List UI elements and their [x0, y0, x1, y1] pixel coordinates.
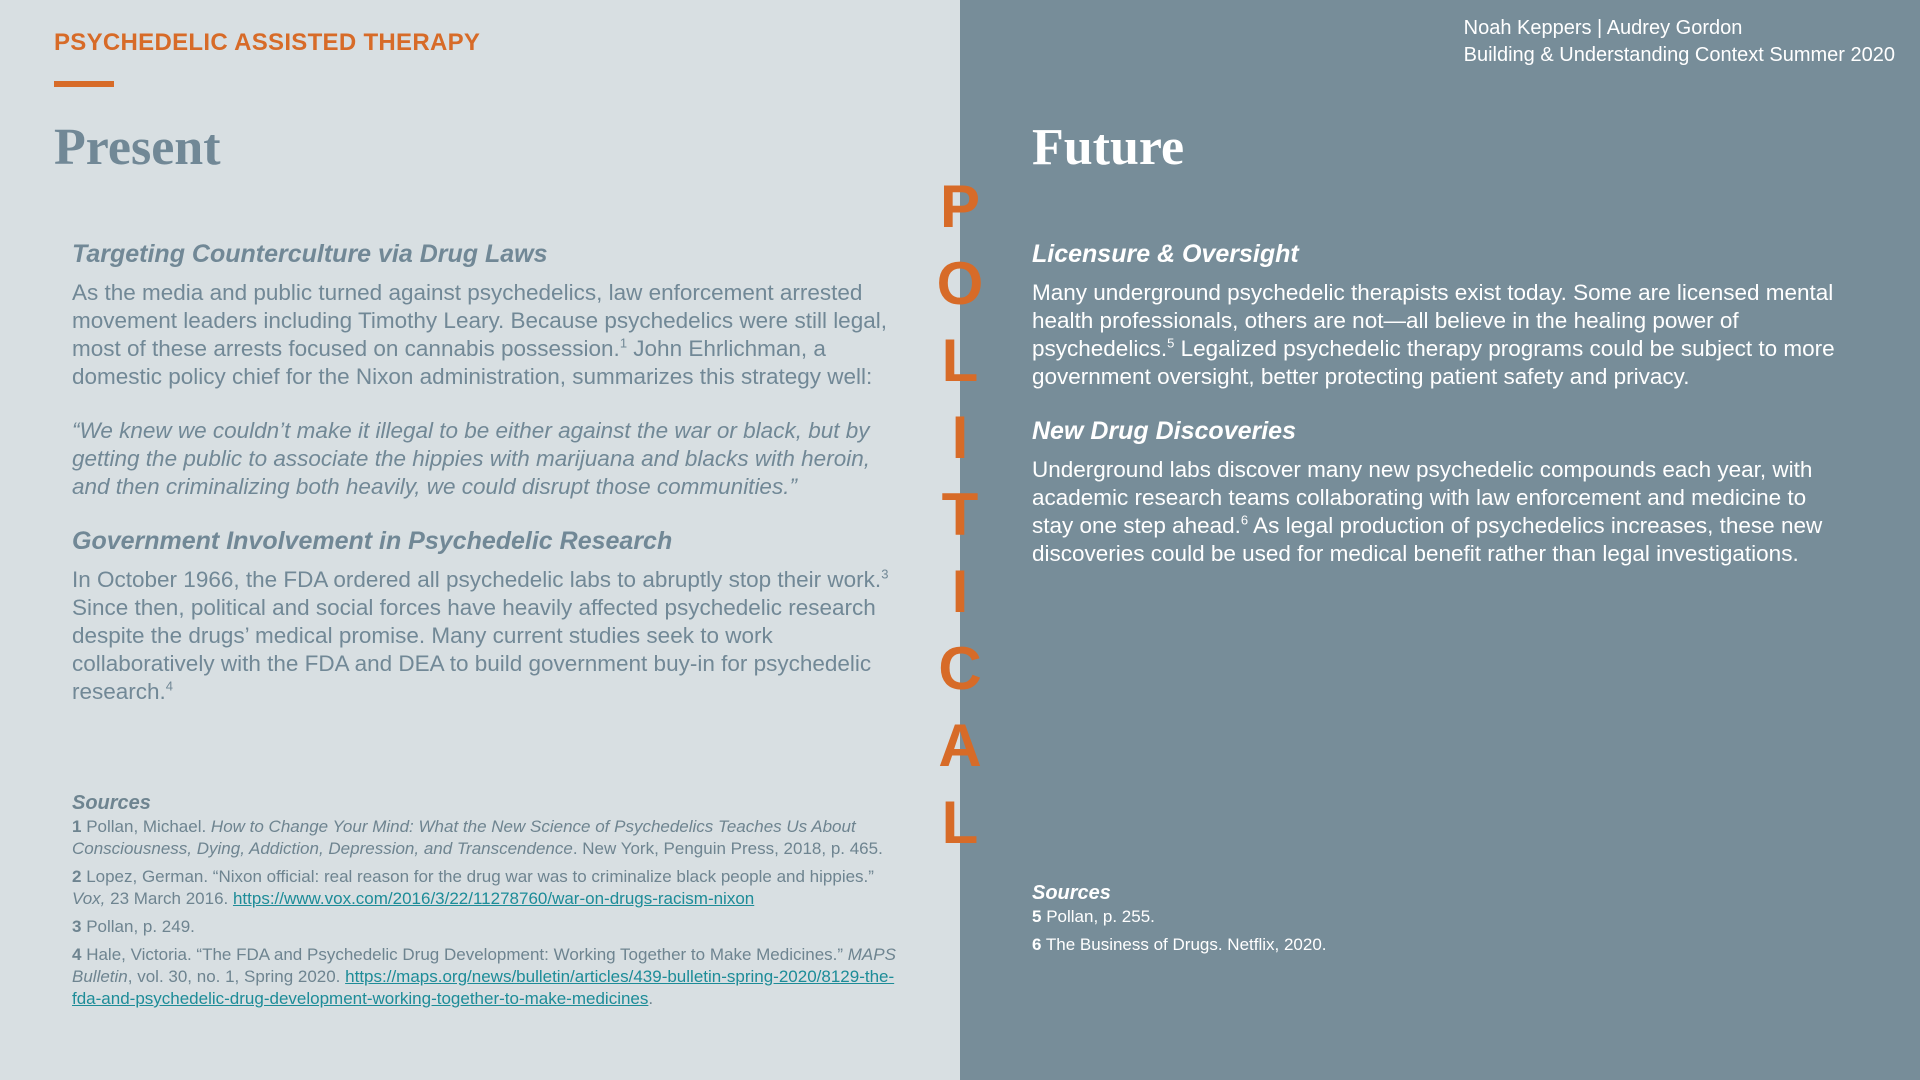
vertical-theme-word [900, 168, 1020, 861]
theme-letter: I [951, 558, 969, 625]
source-text: Pollan, p. 249. [81, 917, 195, 936]
footnote-ref: 5 [1167, 335, 1175, 351]
source-text: Lopez, German. “Nixon official: real reason for the drug war was to criminalize black people and hippies.” [81, 867, 874, 886]
present-heading: Present [54, 119, 221, 176]
author-credits [1464, 15, 1895, 69]
source-entry [72, 916, 902, 938]
source-link[interactable]: https://maps.org/news/bulletin/articles/439-bulletin-spring-2020/8129-the-fda-and-psychedelic-drug-development-working-together-to-make-medicines [72, 967, 895, 1008]
title-accent-rule [54, 81, 114, 87]
theme-letter: L [941, 789, 979, 856]
theme-letter: O [936, 250, 984, 317]
section-title: New Drug Discoveries [1032, 417, 1296, 445]
source-entry [1032, 934, 1732, 956]
source-text: Pollan, Michael. [81, 817, 211, 836]
body-text: As the media and public turned against psychedelics, law enforcement arrested movement leaders including Timothy Leary. Because psychedelics were still legal, most of these arrests focused on cannabis possession. [72, 280, 887, 361]
source-text: Pollan, p. 255. [1041, 907, 1155, 926]
body-text: Many underground psychedelic therapists exist today. Some are licensed mental health professionals, others are not—all believe in the healing power of psychedelics. [1032, 280, 1834, 361]
theme-letter: T [941, 481, 979, 548]
source-entry [72, 816, 902, 860]
future-column [1032, 240, 1842, 594]
source-entry [72, 866, 902, 910]
section-body [1032, 456, 1842, 568]
source-title-italic: How to Change Your Mind: What the New Science of Psychedelics Teaches Us About Consciousness, Dying, Addiction, Depression, and Transcendence [72, 817, 856, 858]
source-link[interactable]: https://www.vox.com/2016/3/22/11278760/war-on-drugs-racism-nixon [232, 889, 755, 908]
source-text: The Business of Drugs. Netflix, 2020. [1041, 935, 1327, 954]
body-text-continued: Since then, political and social forces have heavily affected psychedelic research despite the drugs’ medical promise. Many current studies seek to work collaboratively with the FDA and DEA to build government buy-in for psychedelic research. [72, 595, 876, 704]
section-title: Licensure & Oversight [1032, 240, 1299, 268]
theme-letter: A [938, 712, 982, 779]
footnote-ref: 1 [619, 335, 628, 351]
body-text: Underground labs discover many new psychedelic compounds each year, with academic research teams collaborating with law enforcement and medicine to stay one step ahead. [1032, 457, 1813, 538]
theme-letter: I [951, 404, 969, 471]
source-number: 6 [1032, 935, 1042, 954]
ehrlichman-quote: “We knew we couldn’t make it illegal to be either against the war or black, but by getting the public to associate the hippies with marijuana and blacks with heroin, and then criminalizing both heavily, we could disrupt those communities.” [72, 418, 870, 499]
source-trailing-period: . [648, 989, 654, 1008]
source-number: 2 [72, 867, 82, 886]
source-number: 4 [72, 945, 82, 964]
future-heading: Future [1032, 119, 1185, 176]
theme-letter: C [938, 635, 982, 702]
source-number: 5 [1032, 907, 1042, 926]
section-body [72, 566, 892, 706]
footnote-ref: 3 [881, 566, 889, 582]
body-text-continued: As legal production of psychedelics increases, these new discoveries could be used for medical benefit rather than legal investigations. [1032, 513, 1823, 566]
source-title-italic: Vox, [72, 889, 106, 908]
authors-line: Noah Keppers | Audrey Gordon [1463, 17, 1743, 39]
future-sources [1032, 882, 1732, 962]
body-text-continued: Legalized psychedelic therapy programs could be subject to more government oversight, better protecting patient safety and privacy. [1032, 336, 1835, 389]
section-body [72, 279, 892, 391]
source-text: Hale, Victoria. “The FDA and Psychedelic Drug Development: Working Together to Make Medicines.” [81, 945, 848, 964]
source-text: 23 March 2016. [105, 889, 233, 908]
body-text-continued: John Ehrlichman, a domestic policy chief for the Nixon administration, summarizes this strategy well: [72, 336, 873, 389]
source-entry [72, 944, 902, 1010]
source-entry [1032, 906, 1732, 928]
theme-letter: L [941, 327, 979, 394]
source-title-italic: MAPS Bulletin [72, 945, 896, 986]
source-number: 1 [72, 817, 82, 836]
source-number: 3 [72, 917, 82, 936]
body-text: In October 1966, the FDA ordered all psychedelic labs to abruptly stop their work. [72, 567, 882, 592]
sources-title: Sources [1032, 882, 1111, 904]
sources-title: Sources [72, 792, 151, 814]
present-sources [72, 792, 902, 1016]
theme-letter: P [939, 173, 981, 240]
footnote-ref: 4 [165, 678, 174, 694]
source-text: , vol. 30, no. 1, Spring 2020. [127, 967, 346, 986]
section-body [1032, 279, 1842, 391]
source-text: . New York, Penguin Press, 2018, p. 465. [572, 839, 883, 858]
present-column [72, 240, 892, 732]
course-line: Building & Understanding Context Summer 2020 [1463, 44, 1895, 66]
series-title: PSYCHEDELIC ASSISTED THERAPY [54, 29, 481, 56]
section-title: Government Involvement in Psychedelic Research [72, 527, 673, 555]
section-title: Targeting Counterculture via Drug Laws [72, 240, 548, 268]
footnote-ref: 6 [1240, 512, 1249, 528]
